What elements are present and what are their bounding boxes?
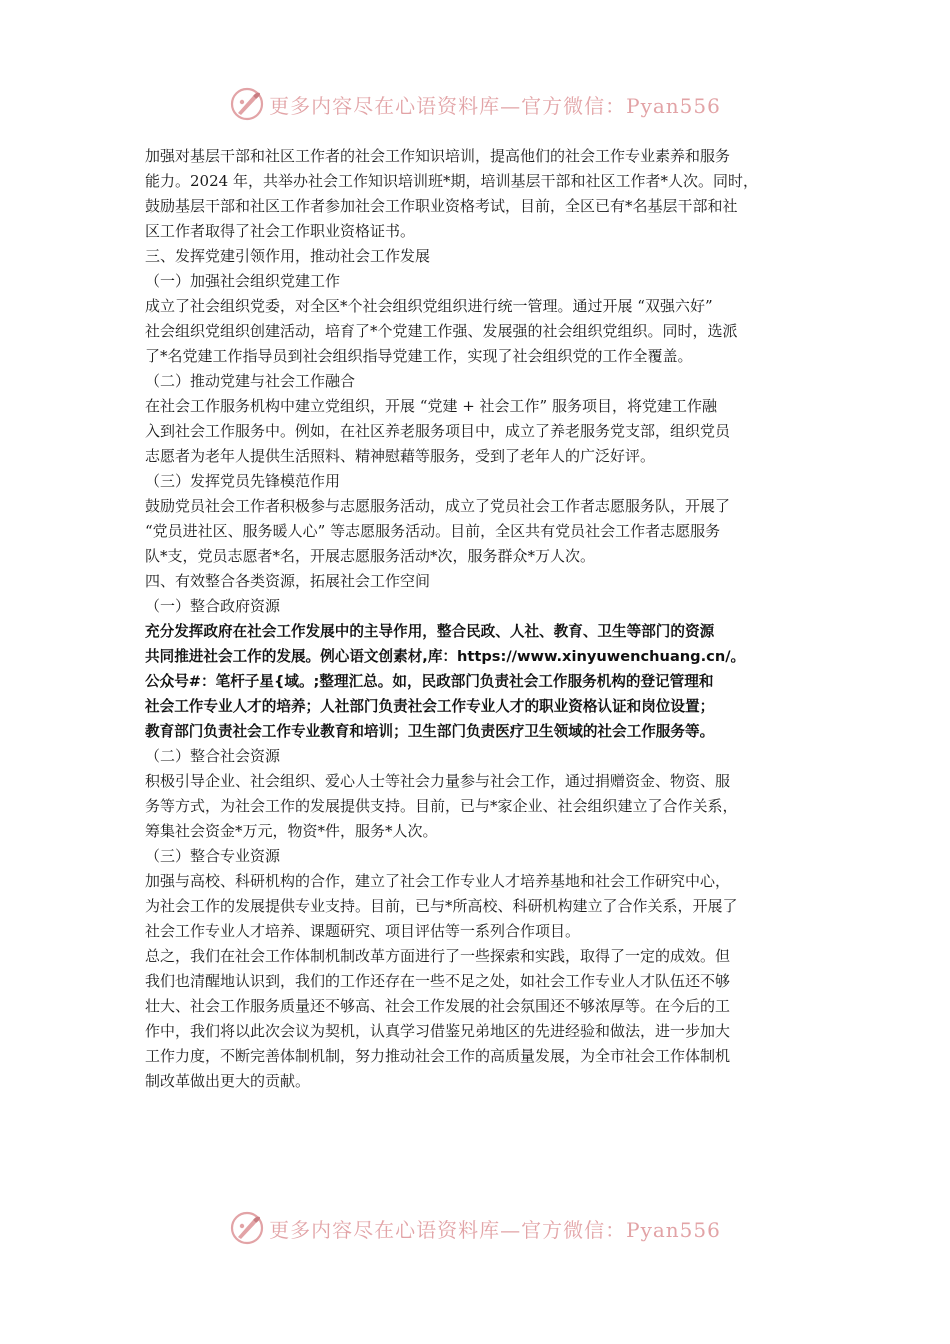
watermark-text: 更多内容尽在心语资料库—官方微信：Pyan556 [269,1217,721,1242]
text-line: 队*支，党员志愿者*名，开展志愿服务活动*次，服务群众*万人次。 [145,547,596,565]
text-line: 成立了社会组织党委，对全区*个社会组织党组织进行统一管理。通过开展 “双强六好” [145,297,713,315]
text-line: （二）整合社会资源 [145,747,281,765]
watermark-header [0,84,950,124]
text-line: （二）推动党建与社会工作融合 [145,372,356,390]
text-line: 加强与高校、科研机构的合作，建立了社会工作专业人才培养基地和社会工作研究中心， [145,872,731,890]
text-line: “党员进社区、服务暖人心” 等志愿服务活动。目前，全区共有党员社会工作者志愿服务 [145,522,721,540]
text-line: 共同推进社会工作的发展。例心语文创素材,库：https://www.xinyuwenchuang.cn/。 [145,648,746,665]
text-line: 入到社会工作服务中。例如，在社区养老服务项目中，成立了养老服务党支部，组织党员 [145,422,731,440]
text-line: 能力。2024 年，共举办社会工作知识培训班*期，培训基层干部和社区工作者*人次。同时， [145,172,758,190]
text-line: 筹集社会资金*万元，物资*件，服务*人次。 [145,822,438,840]
text-line: 教育部门负责社会工作专业教育和培训；卫生部门负责医疗卫生领域的社会工作服务等。 [145,723,715,740]
quill-logo-icon [229,86,265,122]
text-line: 志愿者为老年人提供生活照料、精神慰藉等服务，受到了老年人的广泛好评。 [145,447,656,465]
text-line: （三）发挥党员先锋模范作用 [145,472,341,490]
text-line: 了*名党建工作指导员到社会组织指导党建工作，实现了社会组织党的工作全覆盖。 [145,347,693,365]
text-line: 四、有效整合各类资源，拓展社会工作空间 [145,572,431,590]
text-line: 总之，我们在社会工作体制机制改革方面进行了一些探索和实践，取得了一定的成效。但 [145,947,731,965]
text-line: 在社会工作服务机构中建立党组织，开展 “党建 + 社会工作” 服务项目，将党建工作融 [145,397,717,415]
text-line: （三）整合专业资源 [145,847,281,865]
document-body [145,144,810,1094]
text-line: 为社会工作的发展提供专业支持。目前，已与*所高校、科研机构建立了合作关系，开展了 [145,897,738,915]
text-line: 作中，我们将以此次会议为契机，认真学习借鉴兄弟地区的先进经验和做法，进一步加大 [145,1022,731,1040]
watermark-text: 更多内容尽在心语资料库—官方微信：Pyan556 [269,93,721,118]
text-line: 积极引导企业、社会组织、爱心人士等社会力量参与社会工作，通过捐赠资金、物资、服 [145,772,731,790]
text-line: 社会工作专业人才的培养；人社部门负责社会工作专业人才的职业资格认证和岗位设置； [145,698,715,715]
watermark-footer [0,1208,950,1248]
text-line: 公众号#：笔杆子星{域。;整理汇总。如，民政部门负责社会工作服务机构的登记管理和 [145,673,714,690]
text-line: 工作力度，不断完善体制机制，努力推动社会工作的高质量发展，为全市社会工作体制机 [145,1047,731,1065]
text-line: 鼓励党员社会工作者积极参与志愿服务活动，成立了党员社会工作者志愿服务队，开展了 [145,497,731,515]
text-line: 壮大、社会工作服务质量还不够高、社会工作发展的社会氛围还不够浓厚等。在今后的工 [145,997,731,1015]
text-line: 社会组织党组织创建活动，培育了*个党建工作强、发展强的社会组织党组织。同时，选派 [145,322,738,340]
text-line: 务等方式，为社会工作的发展提供支持。目前，已与*家企业、社会组织建立了合作关系， [145,797,738,815]
quill-logo-icon [229,1210,265,1246]
text-line: 加强对基层干部和社区工作者的社会工作知识培训，提高他们的社会工作专业素养和服务 [145,147,731,165]
text-line: 社会工作专业人才培养、课题研究、项目评估等一系列合作项目。 [145,922,581,940]
text-line: 鼓励基层干部和社区工作者参加社会工作职业资格考试，目前，全区已有*名基层干部和社 [145,197,738,215]
text-line: （一）整合政府资源 [145,597,281,615]
text-line: 三、发挥党建引领作用，推动社会工作发展 [145,247,431,265]
text-line: （一）加强社会组织党建工作 [145,272,341,290]
text-line: 制改革做出更大的贡献。 [145,1072,311,1090]
text-line: 区工作者取得了社会工作职业资格证书。 [145,222,416,240]
text-line: 充分发挥政府在社会工作发展中的主导作用，整合民政、人社、教育、卫生等部门的资源 [145,623,715,640]
text-line: 我们也清醒地认识到，我们的工作还存在一些不足之处，如社会工作专业人才队伍还不够 [145,972,731,990]
